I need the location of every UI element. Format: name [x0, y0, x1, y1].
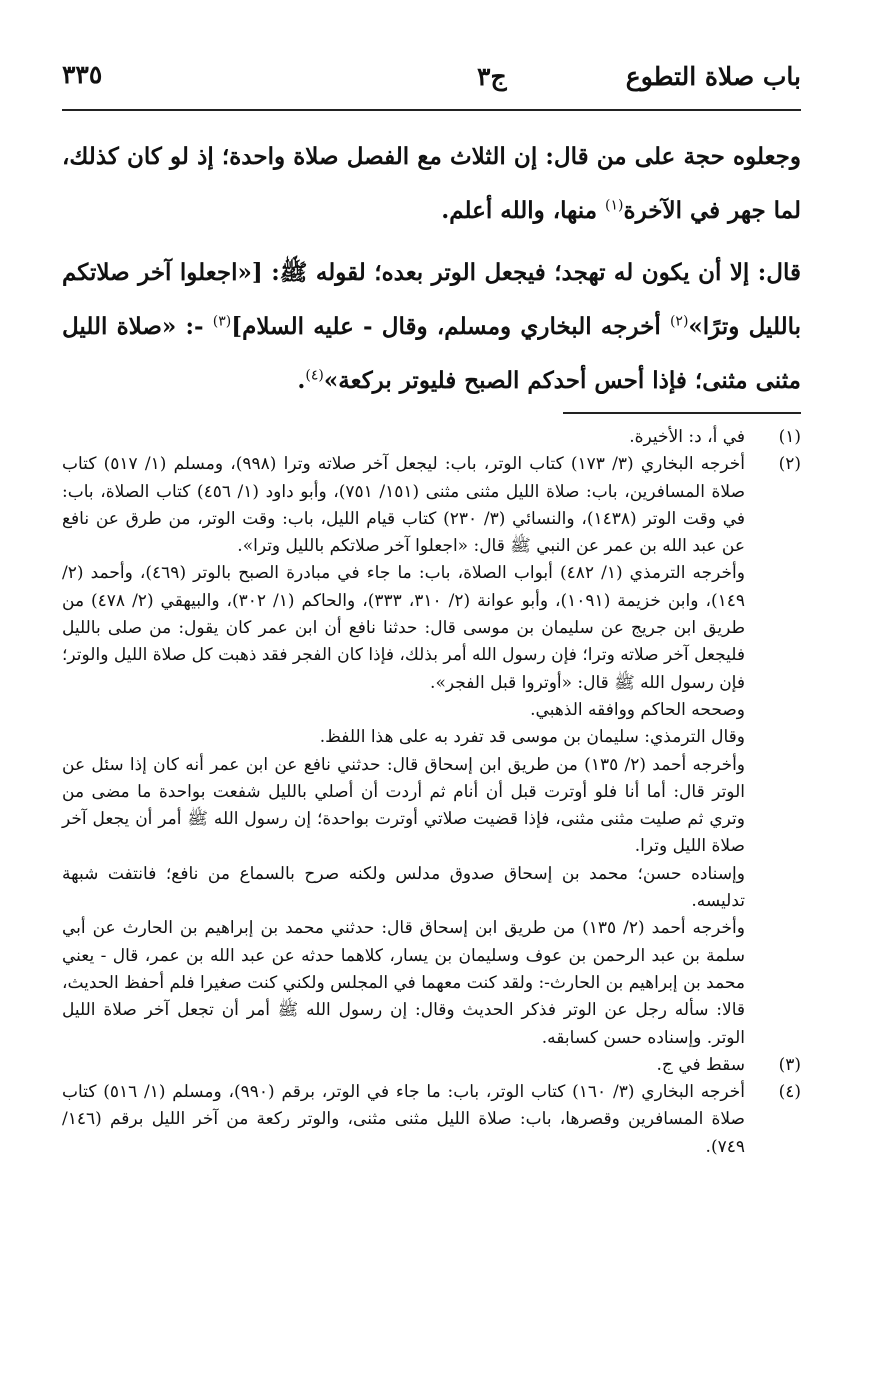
footnote-text: سقط في ج. [656, 1054, 745, 1075]
page-number: ٣٣٥ [62, 60, 103, 89]
footnote-number: (٣) [778, 1054, 801, 1075]
footnote-number: (٢) [778, 454, 801, 475]
p1-text-a: وجعلوه حجة على من قال: إن الثلاث مع الفصل صلاة واحدة؛ إذ لو كان كذلك، لما جهر في الآخرة [62, 143, 801, 224]
footnote-ref-3[interactable]: (٣) [212, 313, 232, 330]
footnote-separator [563, 412, 801, 414]
footnote-3 [62, 1052, 801, 1079]
p2-text-b: أخرجه البخاري ومسلم، وقال - عليه السلام] [231, 313, 670, 340]
footnote-text: أخرجه البخاري (٣/ ١٧٣) كتاب الوتر، باب: ليجعل آخر صلاته وترا (٩٩٨)، ومسلم (١/ ٥١٧) كتاب صلاة المسافرين، باب: صلاة الليل مثنى مثنى (١٥١/ ٧٥١)، وأبو داود (١/ ٤٥٦) كتاب الصلاة، باب: في وقت الوتر (١٤٣٨)، والنسائي (٣/ ٢٣٠) كتاب قيام الليل، باب: وقت الوتر، من طرق عن نافع عن عبد الله بن عمر عن النبي ﷺ قال: «اجعلوا آخر صلاتكم بالليل وترا». [62, 454, 746, 557]
main-paragraph-1 [62, 130, 801, 238]
footnote-ref-4[interactable]: (٤) [305, 367, 324, 384]
header-rule [62, 109, 801, 111]
footnote-ref-1[interactable]: (١) [605, 197, 624, 214]
footnote-number: (٤) [778, 1082, 801, 1103]
main-paragraph-2 [62, 246, 801, 408]
footnote-text: وأخرجه أحمد (٢/ ١٣٥) من طريق ابن إسحاق قال: حدثني نافع عن ابن عمر أنه كان إذا سئل عن الوتر قال: أما أنا فلو أوترت قبل أن أنام ثم أردت أن أصلي بالليل شفعت بواحدة ما مضى من وتري ثم صليت مثنى مثنى، فإذا قضيت صلاتي أوترت بواحدة؛ إن رسول الله ﷺ أمر أن يجعل آخر صلاة الليل وترا. [62, 754, 746, 857]
footnote-text: وأخرجه الترمذي (١/ ٤٨٢) أبواب الصلاة، باب: ما جاء في مبادرة الصبح بالوتر (٤٦٩)، وأحمد (٢/ ١٤٩)، وابن خزيمة (١٠٩١)، وأبو عوانة (٢/ ٣١٠، ٣٣٣)، والحاكم (١/ ٣٠٢)، والبيهقي (٢/ ٤٧٨) من طريق ابن جريج عن سليمان بن موسى قال: حدثنا نافع أن ابن عمر كان يقول: من صلى بالليل فليجعل آخر صلاته وترا؛ فإن رسول الله أمر بذلك، فإذا كان الفجر فقد ذهبت كل صلاة الليل والوتر؛ فإن رسول الله ﷺ قال: «أوتروا قبل الفجر». [62, 563, 745, 693]
footnote-ref-2[interactable]: (٢) [669, 313, 689, 330]
chapter-title: باب صلاة التطوع [625, 62, 801, 91]
footnote-1 [62, 424, 801, 451]
volume-label: ج٣ [477, 62, 507, 91]
footnote-4 [62, 1079, 801, 1161]
p1-text-b: منها، والله أعلم. [441, 197, 606, 224]
footnote-number: (١) [778, 427, 801, 447]
p2-text-a: قال: إلا أن يكون له تهجد؛ فيجعل الوتر بعده؛ لقوله ﷺ: [«اجعلوا آخر صلاتكم بالليل وترًا» [62, 259, 801, 340]
footnote-text: أخرجه البخاري (٣/ ١٦٠) كتاب الوتر، باب: ما جاء في الوتر، برقم (٩٩٠)، ومسلم (١/ ٥١٦) كتاب صلاة المسافرين وقصرها، باب: صلاة الليل مثنى مثنى، والوتر ركعة من آخر الليل برقم (١٤٦/ ٧٤٩). [62, 1082, 745, 1157]
footnotes [62, 424, 801, 1161]
p2-text-c: -: «صلاة الليل مثنى مثنى؛ فإذا أحس أحدكم الصبح فليوتر بركعة» [62, 313, 801, 394]
footnote-text: وأخرجه أحمد (٢/ ١٣٥) من طريق ابن إسحاق قال: حدثني محمد بن إبراهيم بن الحارث عن أبي سلمة بن عبد الرحمن بن عوف وسليمان بن يسار، كلاهما حدثه عن عبد الله بن عمر، قال - يعني محمد بن إبراهيم بن الحارث-: ولقد كنت معهما في المجلس ولكني كنت صغيرا فلم أحفظ الحديث، قالا: سأله رجل عن الوتر فذكر الحديث وقال: إن رسول الله ﷺ أمر أن تجعل آخر صلاة الليل الوتر. وإسناده حسن كسابقه. [62, 918, 745, 1048]
running-header [62, 58, 801, 98]
p2-text-d: . [297, 367, 306, 394]
footnote-text: في أ، د: الأخيرة. [629, 427, 745, 447]
footnote-text: وصححه الحاكم ووافقه الذهبي. [530, 699, 745, 720]
footnote-text: وقال الترمذي: سليمان بن موسى قد تفرد به على هذا اللفظ. [319, 727, 745, 748]
footnote-2 [62, 451, 801, 1052]
footnote-text: وإسناده حسن؛ محمد بن إسحاق صدوق مدلس ولكنه صرح بالسماع من نافع؛ فانتفت شبهة تدليسه. [62, 863, 745, 912]
